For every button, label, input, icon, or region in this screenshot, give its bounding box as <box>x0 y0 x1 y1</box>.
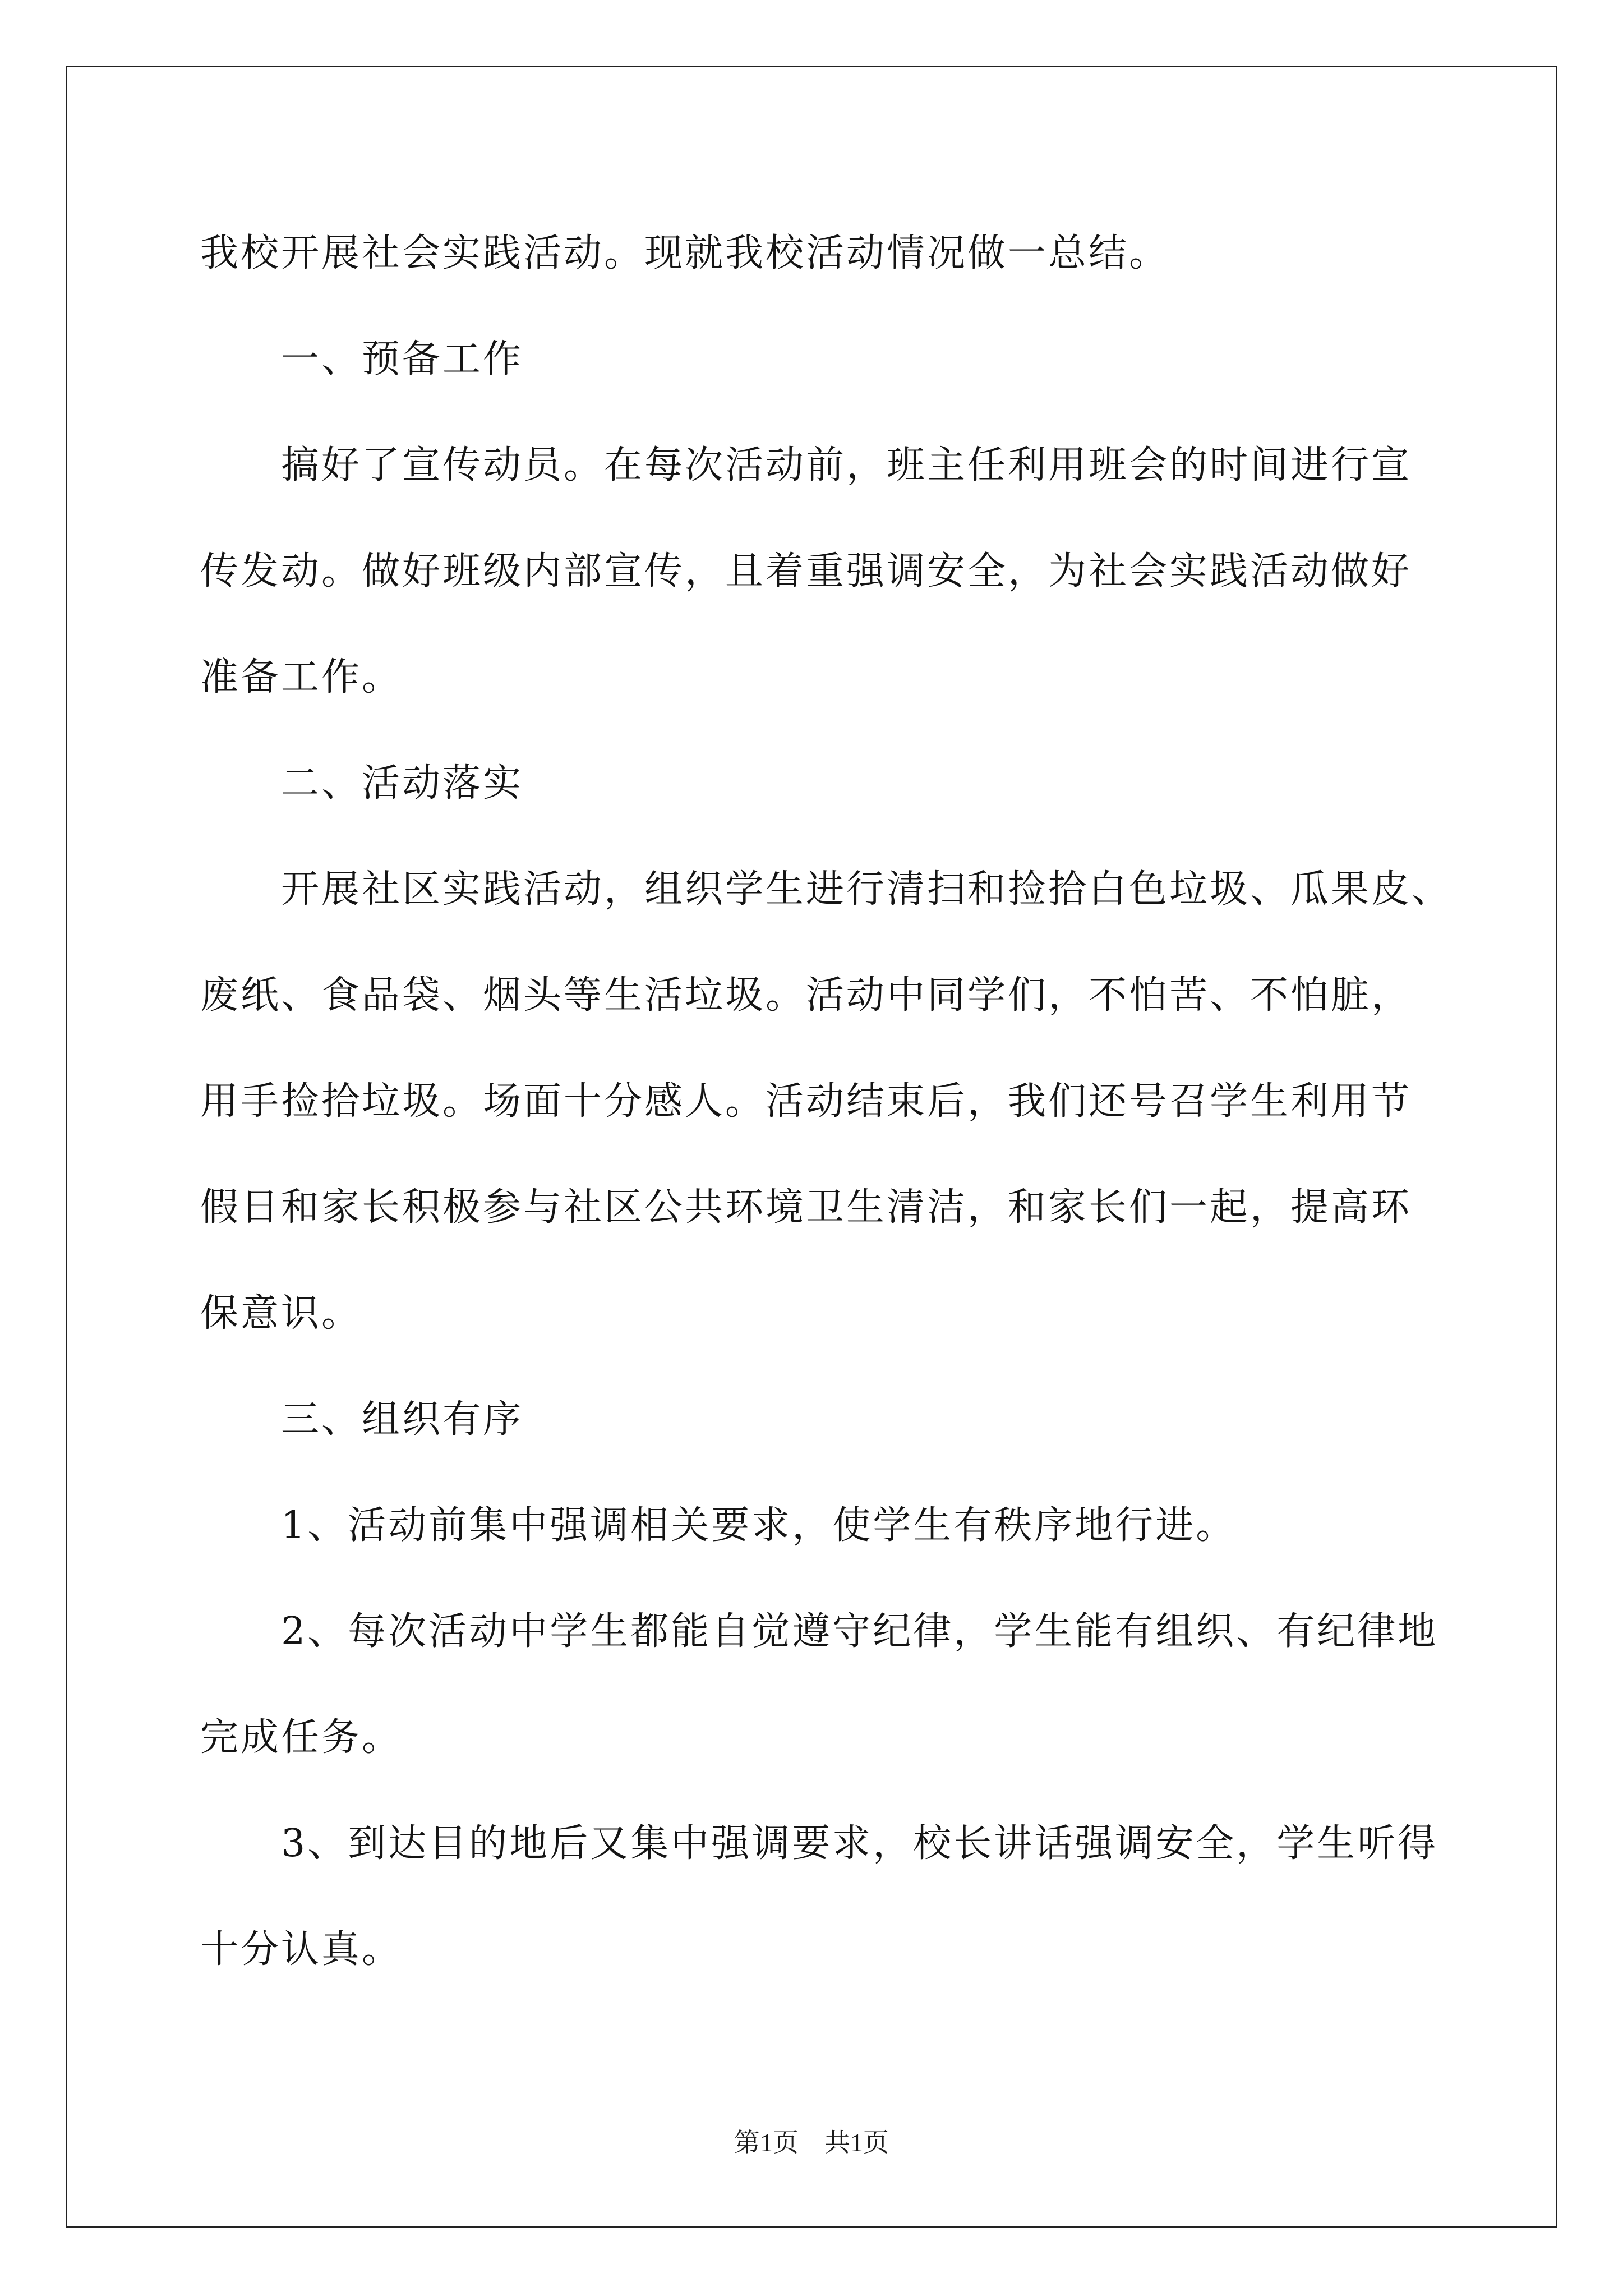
section-heading-implementation <box>200 730 1490 836</box>
text-line: 用手捡拾垃圾。场面十分感人。活动结束后，我们还号召学生利用节 <box>200 1079 1412 1124</box>
section-heading: 二、活动落实 <box>281 761 524 806</box>
text-line: 完成任务。 <box>200 1715 403 1760</box>
page-total: 共1页 <box>824 2128 889 2157</box>
text-line: 搞好了宣传动员。在每次活动前，班主任利用班会的时间进行宣 <box>281 443 1412 487</box>
text-line: 保意识。 <box>200 1291 362 1336</box>
list-item-1 <box>200 1473 1490 1579</box>
section-heading-organization <box>200 1366 1490 1473</box>
text-line: 十分认真。 <box>200 1927 403 1972</box>
document-body <box>200 200 1490 2003</box>
text-line: 3、到达目的地后又集中强调要求，校长讲话强调安全，学生听得 <box>281 1821 1438 1866</box>
page-number: 第1页 <box>734 2128 799 2157</box>
section-heading-preparation <box>200 306 1490 412</box>
list-item-3 <box>200 1791 1490 2003</box>
text-line: 开展社区实践活动，组织学生进行清扫和捡拾白色垃圾、瓜果皮、 <box>281 867 1453 912</box>
text-line: 废纸、食品袋、烟头等生活垃圾。活动中同学们，不怕苦、不怕脏， <box>200 973 1412 1018</box>
section-heading: 一、预备工作 <box>281 337 524 381</box>
text-line: 准备工作。 <box>200 655 403 700</box>
text-line: 我校开展社会实践活动。现就我校活动情况做一总结。 <box>200 231 1170 275</box>
section-heading: 三、组织有序 <box>281 1397 524 1442</box>
paragraph-preparation <box>200 412 1490 730</box>
paragraph-implementation <box>200 836 1490 1366</box>
text-line: 2、每次活动中学生都能自觉遵守纪律，学生能有组织、有纪律地 <box>281 1609 1438 1654</box>
paragraph-continuation <box>200 200 1490 306</box>
text-line: 1、活动前集中强调相关要求，使学生有秩序地行进。 <box>281 1503 1237 1548</box>
page-footer <box>0 2127 1623 2159</box>
text-line: 传发动。做好班级内部宣传，且着重强调安全，为社会实践活动做好 <box>200 549 1412 593</box>
text-line: 假日和家长积极参与社区公共环境卫生清洁，和家长们一起，提高环 <box>200 1185 1412 1230</box>
list-item-2 <box>200 1579 1490 1791</box>
